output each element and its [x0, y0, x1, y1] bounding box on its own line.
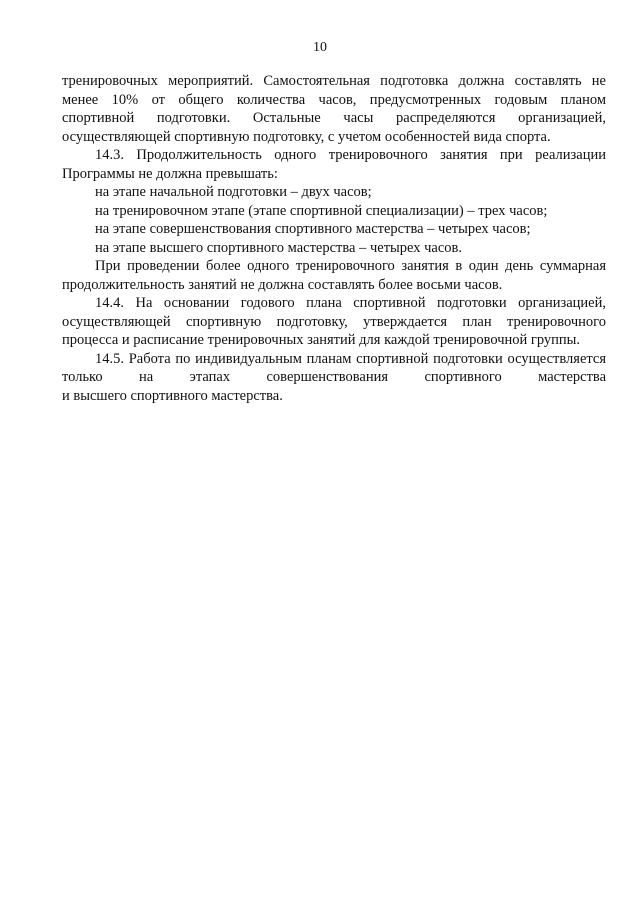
- text-line: 14.5. Работа по индивидуальным планам спортивной подготовки осуществляется: [95, 350, 606, 367]
- text-line: осуществляющей спортивную подготовку, утверждается план тренировочного: [62, 313, 606, 330]
- text-line: Программы не должна превышать:: [62, 165, 278, 182]
- text-line: и высшего спортивного мастерства.: [62, 387, 283, 404]
- text-line: 14.4. На основании годового плана спортивной подготовки организацией,: [95, 295, 606, 311]
- text-line: менее 10% от общего количества часов, предусмотренных годовым планом: [62, 91, 606, 108]
- text-line: только на этапах совершенствования спортивного мастерства: [62, 369, 606, 385]
- text-line: на тренировочном этапе (этапе спортивной специализации) – трех часов;: [95, 202, 548, 219]
- text-line: на этапе совершенствования спортивного мастерства – четырех часов;: [95, 221, 531, 237]
- text-line: процесса и расписание тренировочных занятий для каждой тренировочной группы.: [62, 332, 581, 348]
- text-line: осуществляющей спортивную подготовку, с учетом особенностей вида спорта.: [62, 128, 551, 145]
- text-line: 14.3. Продолжительность одного тренировочного занятия при реализации: [95, 147, 606, 163]
- page-number: 10: [313, 40, 327, 55]
- document-body: [62, 72, 606, 405]
- text-line: продолжительность занятий не должна составлять более восьми часов.: [62, 276, 503, 293]
- text-line: на этапе высшего спортивного мастерства – четырех часов.: [95, 239, 463, 256]
- text-line: тренировочных мероприятий. Самостоятельная подготовка должна составлять не: [62, 73, 606, 89]
- text-line: спортивной подготовки. Остальные часы распределяются организацией,: [62, 110, 606, 126]
- text-line: При проведении более одного тренировочного занятия в один день суммарная: [95, 258, 606, 274]
- text-line: на этапе начальной подготовки – двух часов;: [95, 184, 372, 200]
